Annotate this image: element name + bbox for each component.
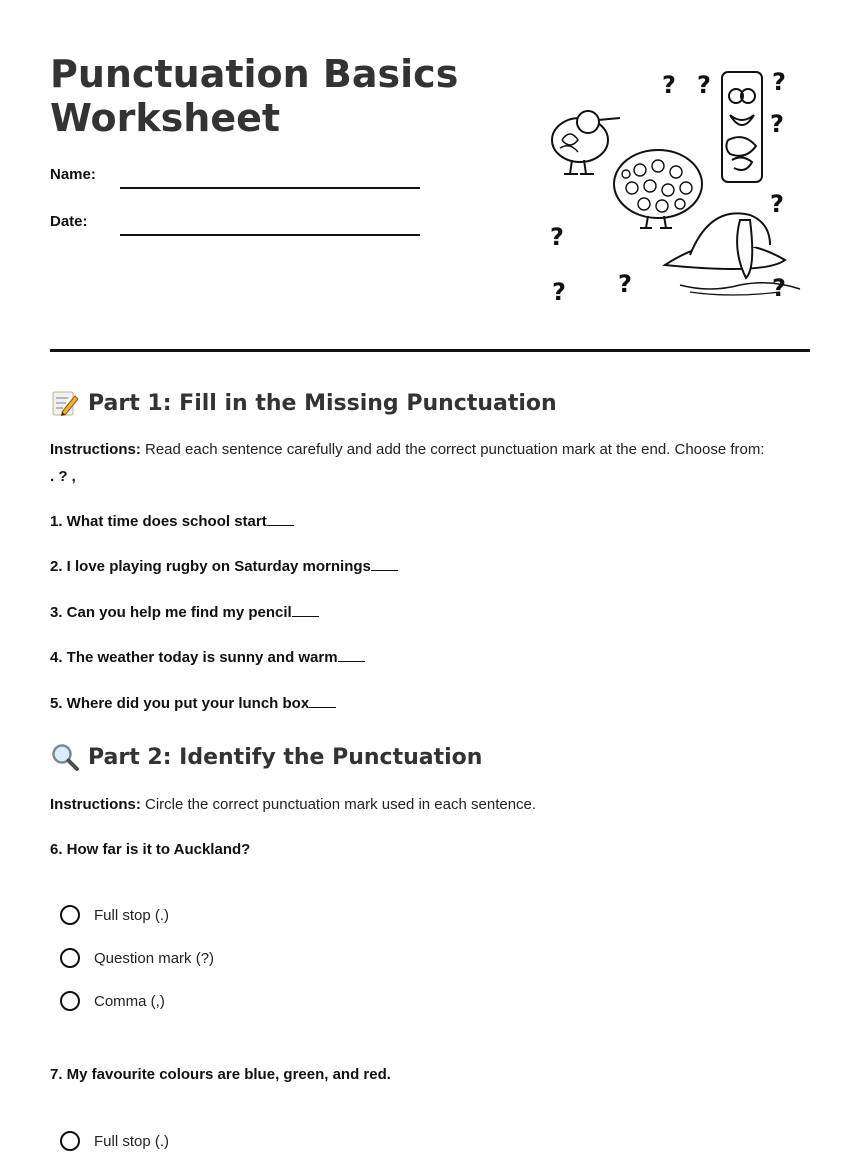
question-5-text: 5. Where did you put your lunch box — [50, 695, 310, 712]
question-3-text: 3. Can you help me find my pencil — [50, 604, 292, 621]
part2-heading-text: Part 2: Identify the Punctuation — [88, 744, 483, 770]
header-divider — [50, 349, 810, 352]
answer-blank-4[interactable] — [338, 649, 365, 662]
question-5 — [50, 695, 336, 712]
question-3 — [50, 604, 319, 621]
q7-option-full-stop[interactable] — [60, 1131, 169, 1151]
question-1 — [50, 513, 294, 530]
answer-blank-1[interactable] — [267, 513, 294, 526]
worksheet-illustration — [540, 60, 810, 310]
question-6-text: 6. How far is it to Auckland? — [50, 841, 251, 858]
question-4-text: 4. The weather today is sunny and warm — [50, 649, 338, 666]
option-label: Full stop (.) — [94, 1132, 170, 1150]
radio-circle[interactable] — [60, 905, 80, 925]
name-label: Name: — [50, 166, 96, 183]
radio-circle[interactable] — [60, 991, 80, 1011]
part1-heading — [50, 388, 557, 418]
part1-instructions — [50, 436, 810, 490]
title-line-2: Worksheet — [50, 96, 281, 140]
answer-blank-5[interactable] — [309, 695, 336, 708]
question-mark-3: ? — [772, 68, 786, 96]
memo-pencil-icon — [50, 388, 80, 418]
maori-carving-icon — [722, 72, 762, 182]
question-mark-6: ? — [550, 223, 564, 251]
radio-circle[interactable] — [60, 948, 80, 968]
name-field[interactable] — [120, 187, 420, 189]
part2-instructions — [50, 791, 810, 818]
question-mark-4: ? — [770, 110, 784, 138]
kiwi-patterned-icon — [614, 150, 702, 228]
part1-instructions-text: Read each sentence carefully and add the correct punctuation mark at the end. Choose from: — [140, 441, 765, 458]
answer-blank-2[interactable] — [371, 558, 398, 571]
radio-circle[interactable] — [60, 1131, 80, 1151]
worksheet-title — [50, 52, 490, 140]
date-field[interactable] — [120, 234, 420, 236]
kiwi-bird-icon — [552, 111, 620, 174]
part2-instructions-label: Instructions: — [50, 796, 141, 813]
part1-instructions-label: Instructions: — [50, 441, 141, 458]
answer-blank-3[interactable] — [292, 604, 319, 617]
option-label: Question mark (?) — [94, 949, 215, 967]
q6-option-question-mark[interactable] — [60, 948, 214, 968]
magnifying-glass-icon — [50, 742, 80, 772]
option-label: Full stop (.) — [94, 906, 170, 924]
question-1-text: 1. What time does school start — [50, 513, 267, 530]
question-4 — [50, 649, 365, 666]
question-mark-1: ? — [662, 71, 676, 99]
part2-instructions-text: Circle the correct punctuation mark used in each sentence. — [140, 796, 537, 813]
q6-option-full-stop[interactable] — [60, 905, 169, 925]
option-label: Comma (,) — [94, 992, 165, 1010]
question-2 — [50, 558, 398, 575]
question-mark-5: ? — [770, 190, 784, 218]
question-mark-7: ? — [618, 270, 632, 298]
question-mark-9: ? — [772, 274, 786, 302]
title-line-1: Punctuation Basics — [50, 52, 459, 96]
question-2-text: 2. I love playing rugby on Saturday mornings — [50, 558, 371, 575]
date-label: Date: — [50, 213, 88, 230]
part1-choices: . ? , — [50, 468, 76, 485]
part1-heading-text: Part 1: Fill in the Missing Punctuation — [88, 390, 557, 416]
question-mark-2: ? — [697, 71, 711, 99]
question-7-text: 7. My favourite colours are blue, green, and red. — [50, 1066, 391, 1083]
part2-heading — [50, 742, 482, 772]
question-mark-8: ? — [552, 278, 566, 306]
q6-option-comma[interactable] — [60, 991, 165, 1011]
